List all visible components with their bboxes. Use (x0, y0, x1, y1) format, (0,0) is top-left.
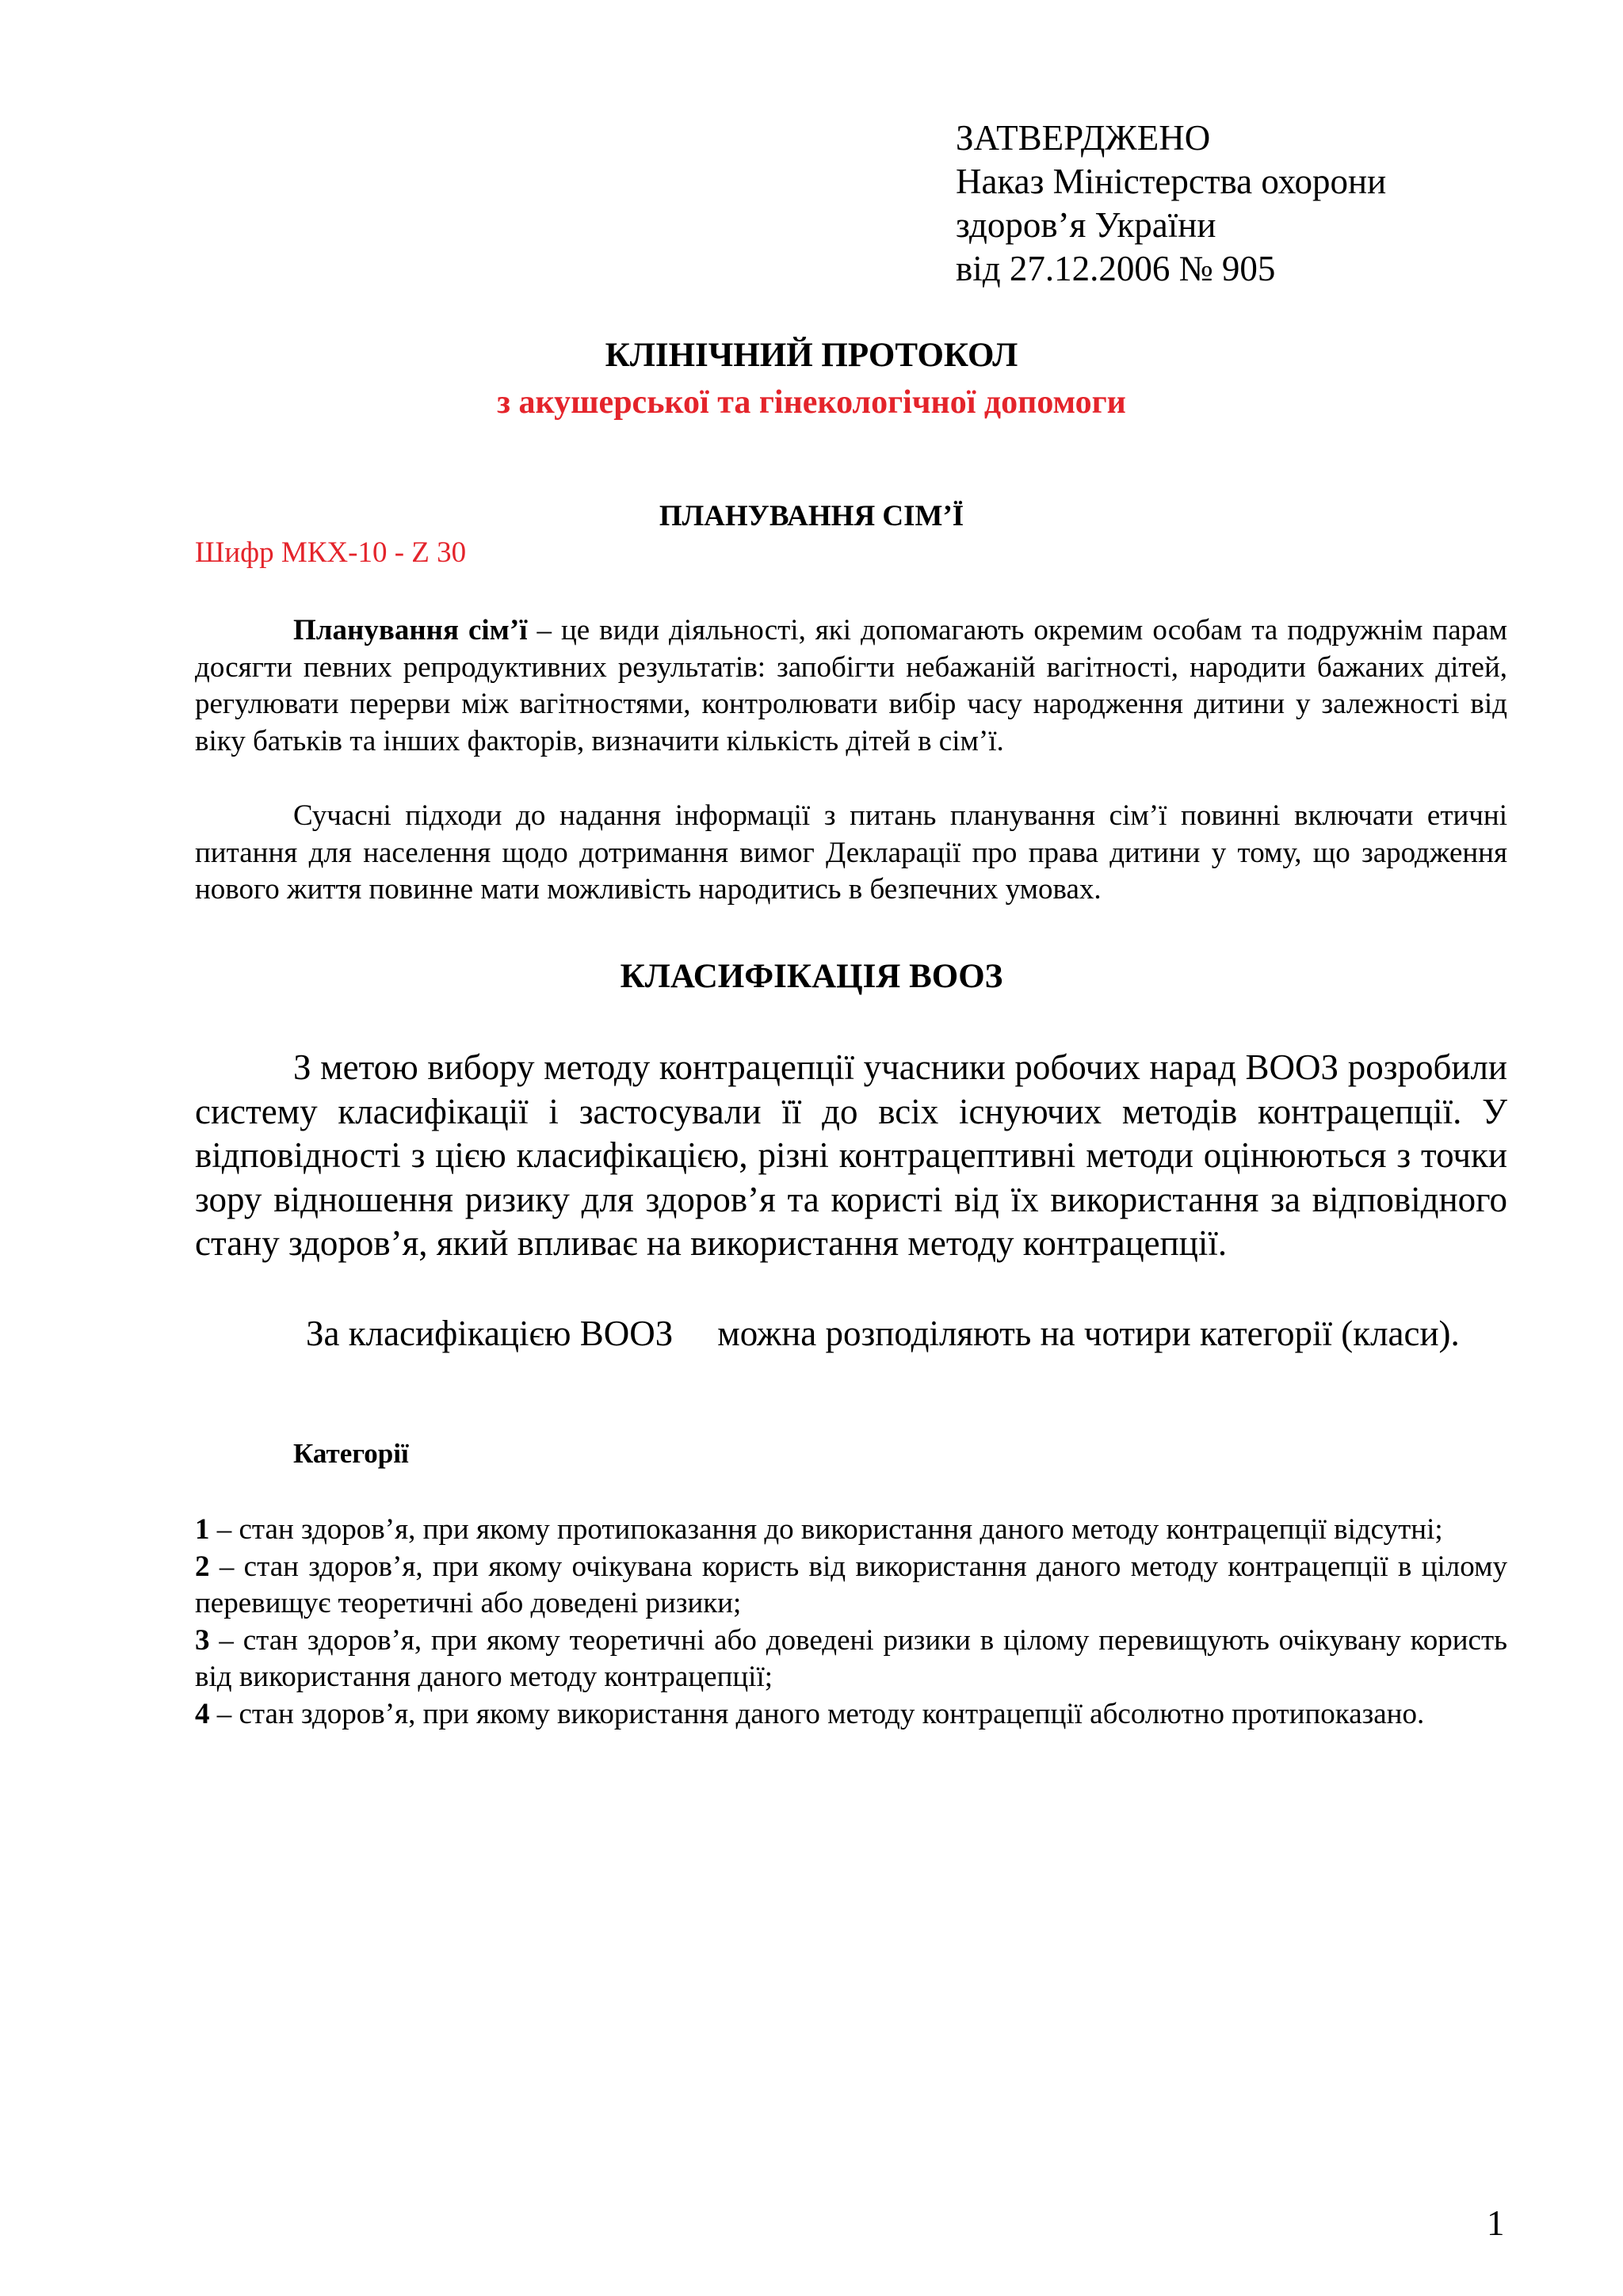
approval-block (956, 116, 1558, 291)
approval-line-3: здоров’я України (956, 205, 1216, 245)
category-item (195, 1696, 1507, 1733)
section-title: ПЛАНУВАННЯ СІМ’Ї (659, 500, 964, 532)
category-number: 1 (195, 1513, 210, 1546)
category-text: – стан здоров’я, при якому протипоказання до використання даного методу контрацепції відсутні; (209, 1513, 1443, 1546)
category-number: 2 (195, 1550, 210, 1583)
approval-line-4: від 27.12.2006 № 905 (956, 249, 1276, 288)
category-number: 3 (195, 1623, 210, 1657)
category-item (195, 1623, 1507, 1696)
categories-list (195, 1512, 1507, 1733)
category-item (195, 1512, 1507, 1549)
category-item (195, 1549, 1507, 1623)
classification-paragraph-2-start: За класифікацією ВООЗ (306, 1314, 674, 1353)
classification-paragraph: З метою вибору методу контрацепції учасники робочих нарад ВООЗ розробили систему класифікації і застосували її до всіх існуючих методів контрацепції. У відповідності з цією класифікацією, різні контрацептивні методи оцінюються з точки зору відношення ризику для здоров’я та користі від їх використання за відповідного стану здоров’я, який впливає на використання методу контрацепції. (195, 1047, 1507, 1263)
protocol-subtitle: з акушерської та гінекологічної допомоги (497, 384, 1126, 421)
intro-definition: – це види діяльності, які допомагають окремим особам та подружнім парам досягти певних репродуктивних результатів: запобігти небажаній вагітності, народити бажаних дітей, регулювати перерви між вагітностями, контролювати вибір часу народження дитини у залежності від віку батьків та інших факторів, визначити кількість дітей в сім’ї. (195, 614, 1508, 757)
category-text: – стан здоров’я, при якому використання даного методу контрацепції абсолютно протипоказано. (209, 1697, 1425, 1730)
protocol-title: КЛІНІЧНИЙ ПРОТОКОЛ (605, 337, 1018, 374)
icd-cipher: Шифр МКХ-10 - Z 30 (195, 536, 467, 569)
classification-paragraph-2-end: можна розподіляють на чотири категорії (класи). (717, 1314, 1460, 1353)
categories-heading: Категорії (293, 1438, 409, 1469)
approval-line-1: ЗАТВЕРДЖЕНО (956, 118, 1211, 158)
category-number: 4 (195, 1697, 210, 1730)
classification-heading: КЛАСИФІКАЦІЯ ВООЗ (620, 958, 1003, 995)
intro-term: Планування сім’ї (293, 614, 528, 646)
intro-paragraph (195, 612, 1507, 760)
page-number: 1 (1487, 2203, 1505, 2243)
approval-line-2: Наказ Міністерства охорони (956, 162, 1387, 201)
classification-paragraph-2 (195, 1312, 1507, 1356)
intro-paragraph-2: Сучасні підходи до надання інформації з питань планування сім’ї повинні включати етичні питання для населення щодо дотримання вимог Декларації про права дитини у тому, що зародження нового життя повинне мати можливість народитись в безпечних умовах. (195, 799, 1507, 906)
category-text: – стан здоров’я, при якому очікувана користь від використання даного методу контрацепції в цілому перевищує теоретичні або доведені ризики; (195, 1550, 1507, 1619)
category-text: – стан здоров’я, при якому теоретичні або доведені ризики в цілому перевищують очікувану користь від використання даного методу контрацепції; (195, 1623, 1507, 1693)
